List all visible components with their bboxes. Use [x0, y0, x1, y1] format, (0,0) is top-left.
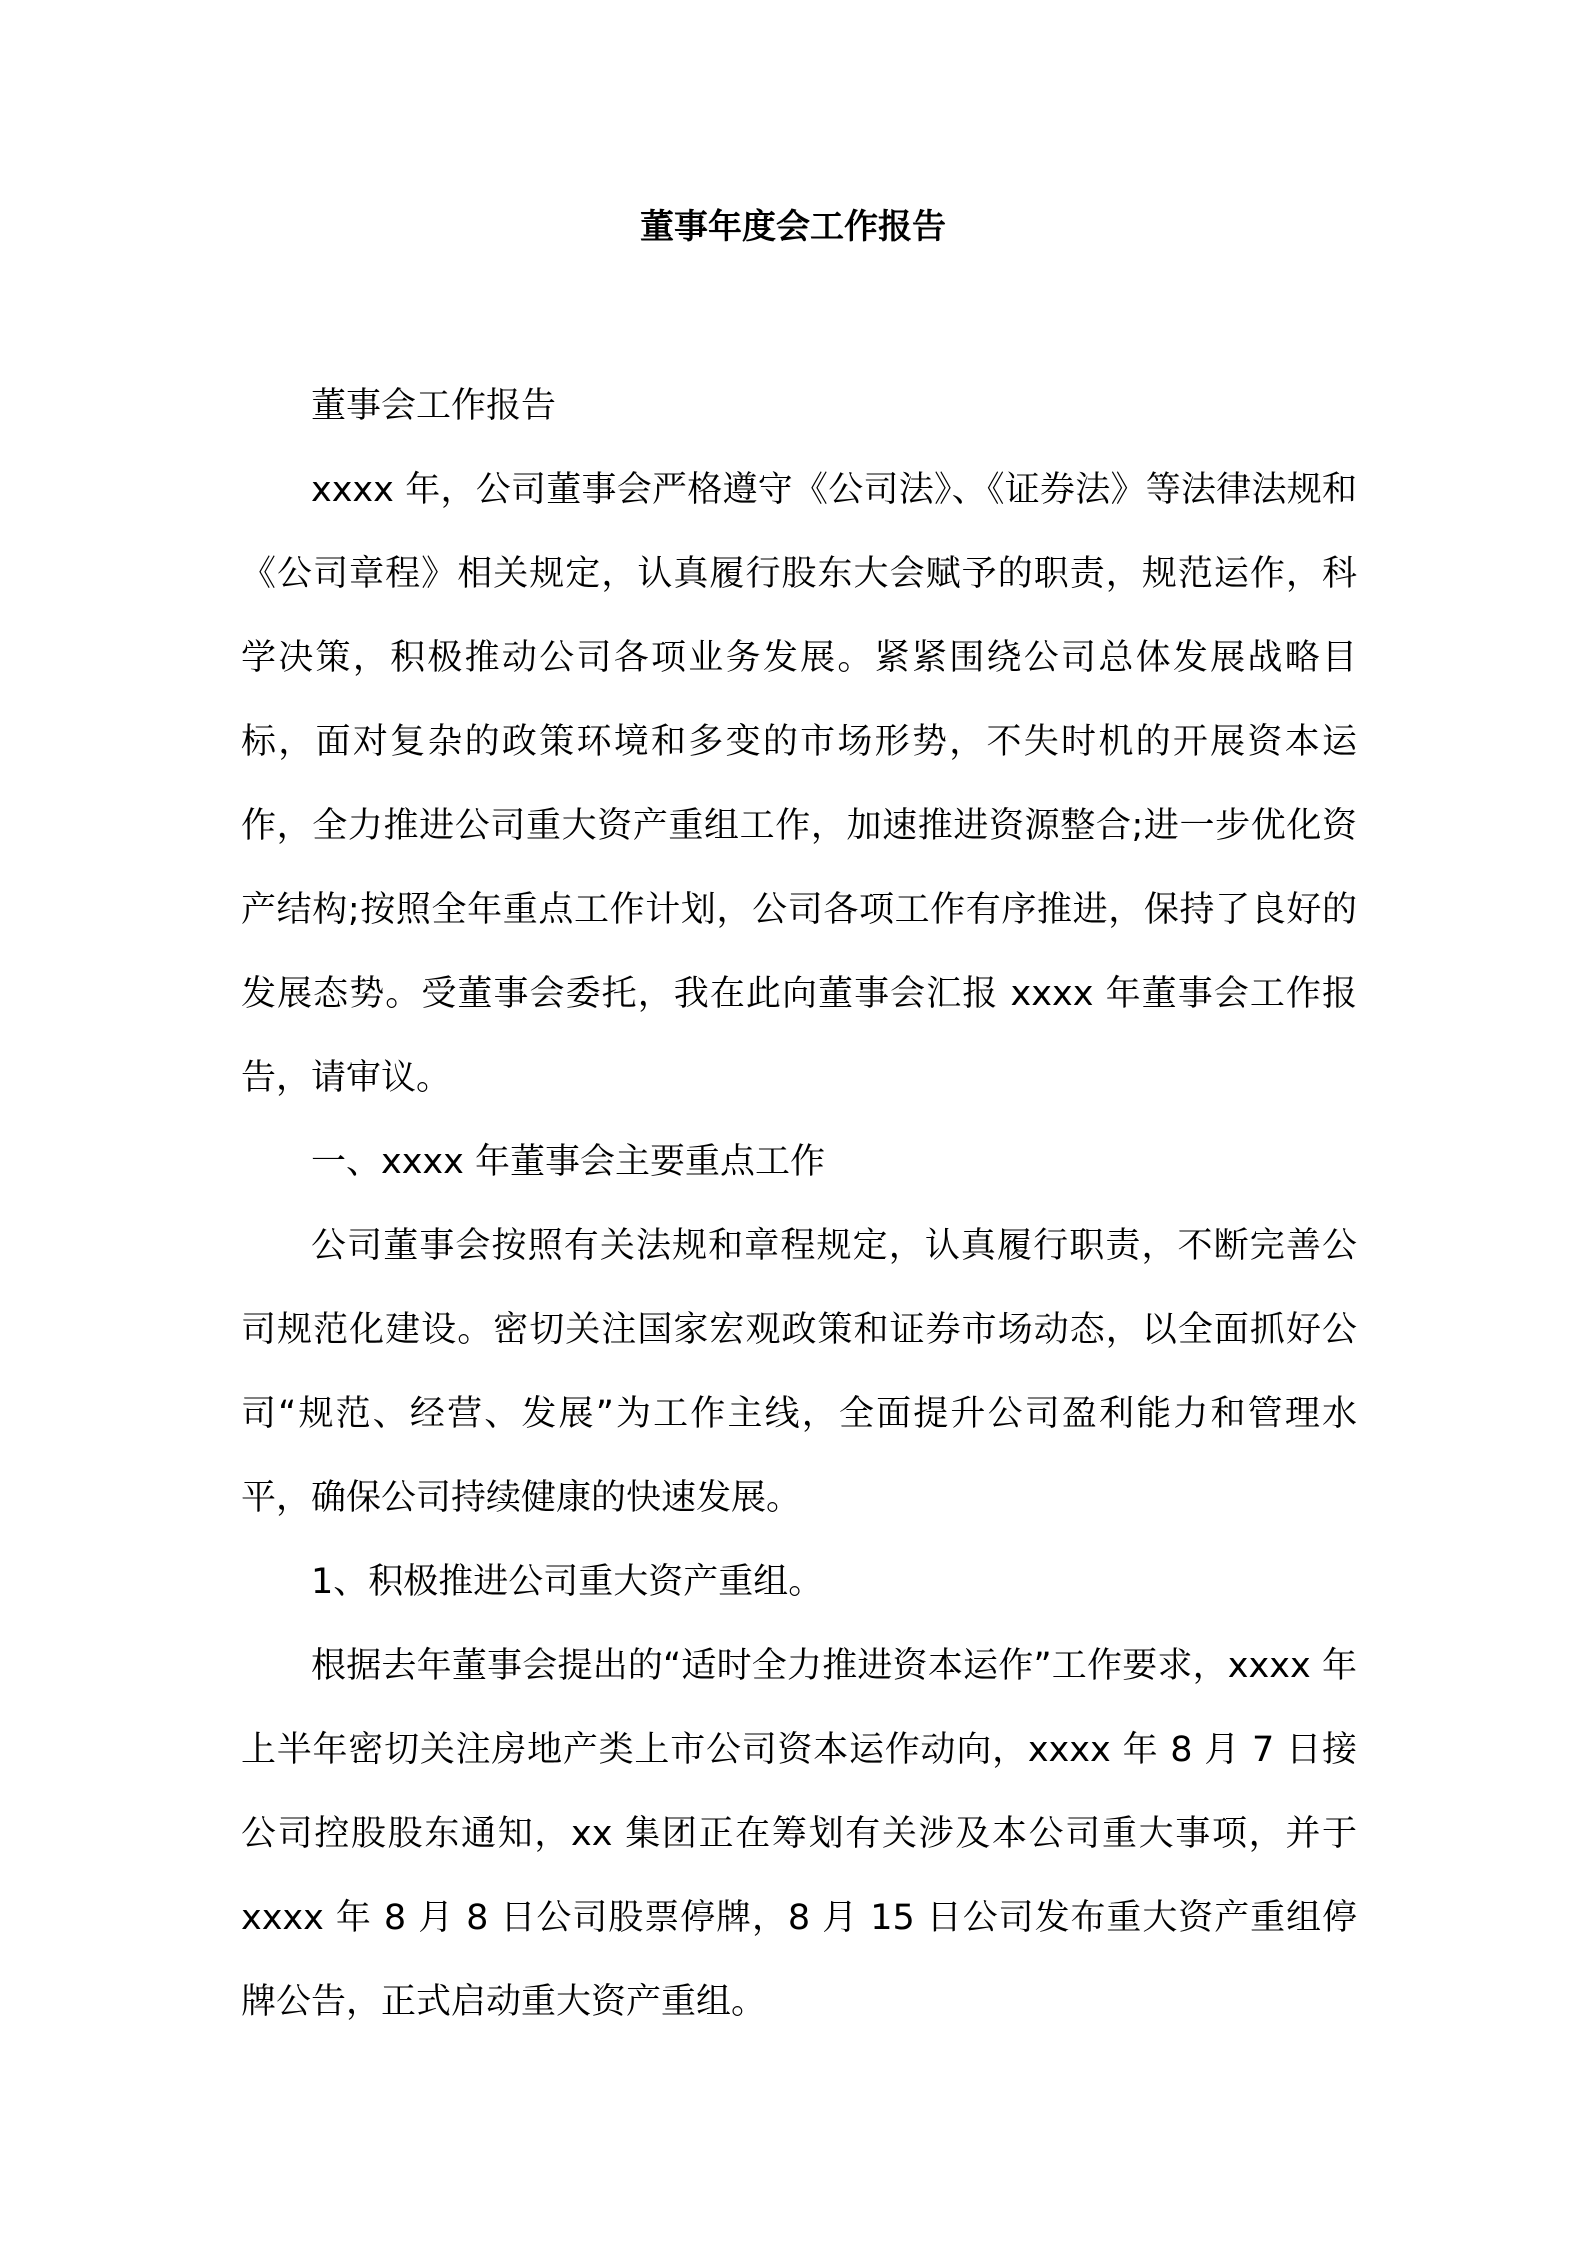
paragraph-main-work: 公司董事会按照有关法规和章程规定，认真履行职责，不断完善公司规范化建设。密切关注国家宏观政策和证券市场动态，以全面抓好公司“规范、经营、发展”为工作主线，全面提升公司盈利能力和管理水平，确保公司持续健康的快速发展。: [241, 1226, 1357, 1518]
section-heading-report: 董事会工作报告: [311, 386, 557, 426]
paragraph-intro: xxxx 年，公司董事会严格遵守《公司法》、《证券法》等法律法规和《公司章程》相关规定，认真履行股东大会赋予的职责，规范运作，科学决策，积极推动公司各项业务发展。紧紧围绕公司总体发展战略目标，面对复杂的政策环境和多变的市场形势，不失时机的开展资本运作，全力推进公司重大资产重组工作，加速推进资源整合;进一步优化资产结构;按照全年重点工作计划，公司各项工作有序推进，保持了良好的发展态势。受董事会委托，我在此向董事会汇报 xxxx 年董事会工作报告，请审议。: [241, 470, 1357, 1098]
document-body: [241, 364, 1357, 2044]
paragraph-restructuring: 根据去年董事会提出的“适时全力推进资本运作”工作要求，xxxx 年上半年密切关注房地产类上市公司资本运作动向，xxxx 年 8 月 7 日接公司控股股东通知，xx 集团正在筹划有关涉及本公司重大事项，并于 xxxx 年 8 月 8 日公司股票停牌，8 月 15 日公司发布重大资产重组停牌公告，正式启动重大资产重组。: [241, 1646, 1357, 2022]
subsection-heading-restructuring: 1、积极推进公司重大资产重组。: [311, 1562, 824, 1602]
document-title: 董事年度会工作报告: [640, 207, 946, 247]
section-heading-main-work: 一、xxxx 年董事会主要重点工作: [311, 1142, 825, 1182]
